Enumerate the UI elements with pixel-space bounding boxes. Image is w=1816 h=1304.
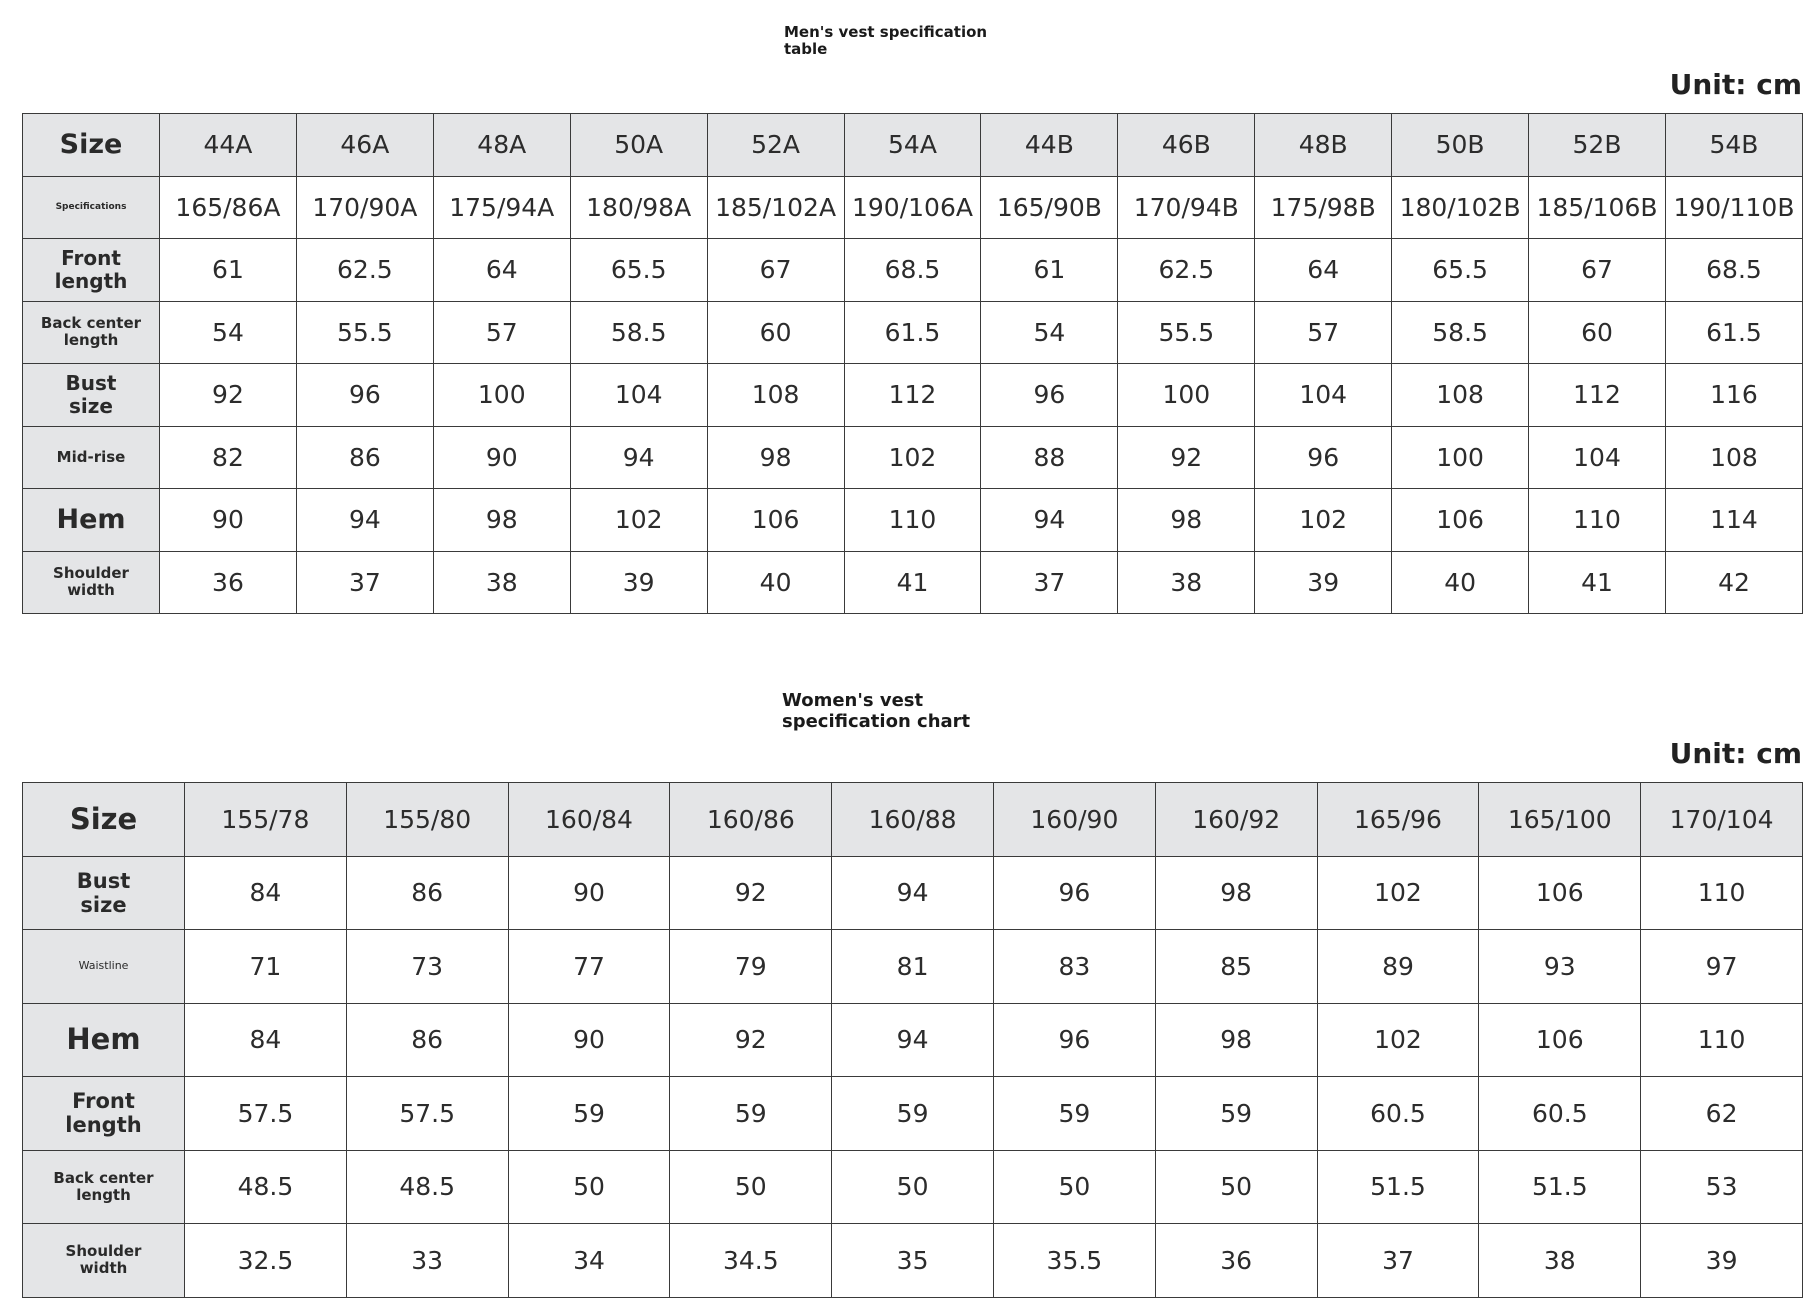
table-row [23, 856, 1803, 930]
table-cell: 71 [185, 930, 347, 1004]
table-row [23, 489, 1803, 552]
table-cell: 96 [296, 364, 433, 427]
table-cell: 37 [981, 551, 1118, 614]
table-cell: 67 [707, 239, 844, 302]
table-cell: 59 [670, 1077, 832, 1151]
table-cell: 57.5 [185, 1077, 347, 1151]
table-cell: 106 [1392, 489, 1529, 552]
table-cell: 114 [1665, 489, 1802, 552]
row-label: Waistline [23, 930, 185, 1004]
table-cell: 94 [296, 489, 433, 552]
table-cell: 104 [570, 364, 707, 427]
table-cell: 108 [1392, 364, 1529, 427]
table-cell: 60.5 [1479, 1077, 1641, 1151]
row-label: Bust size [23, 856, 185, 930]
table-cell: 38 [433, 551, 570, 614]
table-cell: 86 [346, 1003, 508, 1077]
table-cell: 50 [832, 1150, 994, 1224]
table-row [23, 239, 1803, 302]
table-cell: 106 [1479, 1003, 1641, 1077]
table-cell: 98 [1155, 856, 1317, 930]
table-cell: 50 [1155, 1150, 1317, 1224]
table-cell: 88 [981, 426, 1118, 489]
table-cell: 96 [993, 856, 1155, 930]
table-row [23, 176, 1803, 239]
table-cell: 116 [1665, 364, 1802, 427]
size-header-cell: 160/86 [670, 783, 832, 857]
table-cell: 61 [981, 239, 1118, 302]
table-cell: 55.5 [1118, 301, 1255, 364]
table-cell: 39 [570, 551, 707, 614]
table-cell: 98 [1155, 1003, 1317, 1077]
size-header-label: Size [23, 783, 185, 857]
table-cell: 41 [1529, 551, 1666, 614]
table-cell: 36 [160, 551, 297, 614]
table-cell: 100 [1118, 364, 1255, 427]
row-label: Specifications [23, 176, 160, 239]
table-cell: 60 [707, 301, 844, 364]
row-label: Mid-rise [23, 426, 160, 489]
table-cell: 85 [1155, 930, 1317, 1004]
table-cell: 92 [160, 364, 297, 427]
table-row [23, 1003, 1803, 1077]
table-cell: 84 [185, 856, 347, 930]
table-cell: 108 [1665, 426, 1802, 489]
table-cell: 185/102A [707, 176, 844, 239]
table-cell: 58.5 [1392, 301, 1529, 364]
table-cell: 34 [508, 1224, 670, 1298]
table-cell: 94 [832, 1003, 994, 1077]
size-header-row [23, 783, 1803, 857]
size-header-cell: 46B [1118, 114, 1255, 177]
table-cell: 62.5 [1118, 239, 1255, 302]
table-cell: 83 [993, 930, 1155, 1004]
table-cell: 73 [346, 930, 508, 1004]
size-header-cell: 54B [1665, 114, 1802, 177]
row-label: Hem [23, 1003, 185, 1077]
table-cell: 98 [433, 489, 570, 552]
row-label: Hem [23, 489, 160, 552]
table-cell: 92 [670, 1003, 832, 1077]
table-cell: 100 [433, 364, 570, 427]
table-cell: 35 [832, 1224, 994, 1298]
table-cell: 57 [1255, 301, 1392, 364]
table-cell: 175/94A [433, 176, 570, 239]
table-cell: 54 [160, 301, 297, 364]
size-header-cell: 165/96 [1317, 783, 1479, 857]
table-row [23, 1077, 1803, 1151]
size-header-cell: 50A [570, 114, 707, 177]
table-row [23, 1224, 1803, 1298]
table-cell: 102 [1317, 856, 1479, 930]
table-cell: 97 [1641, 930, 1803, 1004]
table-cell: 60 [1529, 301, 1666, 364]
size-header-cell: 160/88 [832, 783, 994, 857]
size-header-cell: 160/90 [993, 783, 1155, 857]
table-cell: 98 [707, 426, 844, 489]
table-cell: 40 [1392, 551, 1529, 614]
womens-unit-label: Unit: cm [1669, 737, 1802, 770]
table-cell: 110 [1641, 1003, 1803, 1077]
table-cell: 64 [433, 239, 570, 302]
womens-table-title: Women's vest specification chart [782, 690, 971, 732]
table-cell: 41 [844, 551, 981, 614]
row-label: Shoulder width [23, 551, 160, 614]
table-cell: 110 [1529, 489, 1666, 552]
table-cell: 39 [1641, 1224, 1803, 1298]
table-cell: 61 [160, 239, 297, 302]
size-header-cell: 170/104 [1641, 783, 1803, 857]
table-cell: 36 [1155, 1224, 1317, 1298]
row-label: Back center length [23, 1150, 185, 1224]
table-cell: 86 [296, 426, 433, 489]
table-cell: 48.5 [185, 1150, 347, 1224]
table-cell: 106 [707, 489, 844, 552]
table-cell: 38 [1118, 551, 1255, 614]
table-cell: 190/106A [844, 176, 981, 239]
table-cell: 106 [1479, 856, 1641, 930]
table-cell: 102 [844, 426, 981, 489]
size-header-cell: 165/100 [1479, 783, 1641, 857]
table-cell: 92 [670, 856, 832, 930]
table-cell: 94 [570, 426, 707, 489]
table-cell: 51.5 [1479, 1150, 1641, 1224]
table-cell: 180/102B [1392, 176, 1529, 239]
size-header-cell: 160/84 [508, 783, 670, 857]
mens-unit-label: Unit: cm [1669, 68, 1802, 101]
table-cell: 39 [1255, 551, 1392, 614]
size-header-cell: 160/92 [1155, 783, 1317, 857]
table-cell: 79 [670, 930, 832, 1004]
mens-spec-table [22, 113, 1803, 614]
table-cell: 58.5 [570, 301, 707, 364]
table-cell: 62 [1641, 1077, 1803, 1151]
table-cell: 48.5 [346, 1150, 508, 1224]
table-cell: 59 [993, 1077, 1155, 1151]
row-label: Front length [23, 1077, 185, 1151]
table-cell: 96 [993, 1003, 1155, 1077]
table-cell: 170/90A [296, 176, 433, 239]
table-row [23, 364, 1803, 427]
table-cell: 65.5 [570, 239, 707, 302]
table-cell: 180/98A [570, 176, 707, 239]
row-label: Back center length [23, 301, 160, 364]
table-cell: 62.5 [296, 239, 433, 302]
mens-table-title: Men's vest specification table [784, 23, 988, 58]
table-cell: 190/110B [1665, 176, 1802, 239]
table-cell: 102 [570, 489, 707, 552]
size-header-cell: 46A [296, 114, 433, 177]
table-cell: 90 [508, 856, 670, 930]
size-header-row [23, 114, 1803, 177]
table-cell: 54 [981, 301, 1118, 364]
table-cell: 90 [508, 1003, 670, 1077]
table-cell: 57 [433, 301, 570, 364]
size-header-cell: 44B [981, 114, 1118, 177]
table-cell: 110 [844, 489, 981, 552]
table-cell: 104 [1255, 364, 1392, 427]
table-cell: 65.5 [1392, 239, 1529, 302]
table-cell: 89 [1317, 930, 1479, 1004]
size-header-cell: 52A [707, 114, 844, 177]
table-cell: 38 [1479, 1224, 1641, 1298]
table-cell: 90 [433, 426, 570, 489]
table-cell: 82 [160, 426, 297, 489]
table-cell: 110 [1641, 856, 1803, 930]
table-cell: 81 [832, 930, 994, 1004]
table-row [23, 426, 1803, 489]
table-cell: 175/98B [1255, 176, 1392, 239]
table-cell: 108 [707, 364, 844, 427]
table-cell: 84 [185, 1003, 347, 1077]
table-cell: 100 [1392, 426, 1529, 489]
table-cell: 60.5 [1317, 1077, 1479, 1151]
table-cell: 92 [1118, 426, 1255, 489]
table-cell: 165/86A [160, 176, 297, 239]
table-cell: 185/106B [1529, 176, 1666, 239]
table-cell: 96 [1255, 426, 1392, 489]
size-header-cell: 50B [1392, 114, 1529, 177]
table-row [23, 301, 1803, 364]
table-cell: 170/94B [1118, 176, 1255, 239]
table-cell: 50 [993, 1150, 1155, 1224]
table-cell: 102 [1255, 489, 1392, 552]
row-label: Front length [23, 239, 160, 302]
table-cell: 104 [1529, 426, 1666, 489]
table-cell: 68.5 [844, 239, 981, 302]
table-cell: 93 [1479, 930, 1641, 1004]
table-cell: 57.5 [346, 1077, 508, 1151]
table-cell: 37 [296, 551, 433, 614]
table-cell: 40 [707, 551, 844, 614]
table-cell: 94 [981, 489, 1118, 552]
table-cell: 77 [508, 930, 670, 1004]
table-cell: 35.5 [993, 1224, 1155, 1298]
table-cell: 102 [1317, 1003, 1479, 1077]
table-row [23, 1150, 1803, 1224]
size-header-cell: 48B [1255, 114, 1392, 177]
size-header-cell: 155/78 [185, 783, 347, 857]
table-cell: 59 [508, 1077, 670, 1151]
table-cell: 42 [1665, 551, 1802, 614]
size-header-label: Size [23, 114, 160, 177]
table-cell: 50 [670, 1150, 832, 1224]
table-row [23, 930, 1803, 1004]
table-cell: 59 [832, 1077, 994, 1151]
size-header-cell: 54A [844, 114, 981, 177]
table-cell: 61.5 [1665, 301, 1802, 364]
size-header-cell: 155/80 [346, 783, 508, 857]
table-cell: 53 [1641, 1150, 1803, 1224]
table-cell: 61.5 [844, 301, 981, 364]
table-cell: 112 [844, 364, 981, 427]
table-cell: 32.5 [185, 1224, 347, 1298]
table-cell: 37 [1317, 1224, 1479, 1298]
size-header-cell: 44A [160, 114, 297, 177]
table-cell: 94 [832, 856, 994, 930]
table-cell: 64 [1255, 239, 1392, 302]
table-cell: 50 [508, 1150, 670, 1224]
table-cell: 59 [1155, 1077, 1317, 1151]
table-cell: 68.5 [1665, 239, 1802, 302]
row-label: Bust size [23, 364, 160, 427]
table-cell: 67 [1529, 239, 1666, 302]
table-row [23, 551, 1803, 614]
table-cell: 96 [981, 364, 1118, 427]
table-cell: 90 [160, 489, 297, 552]
table-cell: 112 [1529, 364, 1666, 427]
table-cell: 55.5 [296, 301, 433, 364]
table-cell: 165/90B [981, 176, 1118, 239]
row-label: Shoulder width [23, 1224, 185, 1298]
womens-spec-table-body [23, 783, 1803, 1298]
table-cell: 33 [346, 1224, 508, 1298]
size-header-cell: 52B [1529, 114, 1666, 177]
table-cell: 98 [1118, 489, 1255, 552]
table-cell: 51.5 [1317, 1150, 1479, 1224]
table-cell: 86 [346, 856, 508, 930]
size-header-cell: 48A [433, 114, 570, 177]
table-cell: 34.5 [670, 1224, 832, 1298]
mens-spec-table-body [23, 114, 1803, 614]
womens-spec-table [22, 782, 1803, 1298]
